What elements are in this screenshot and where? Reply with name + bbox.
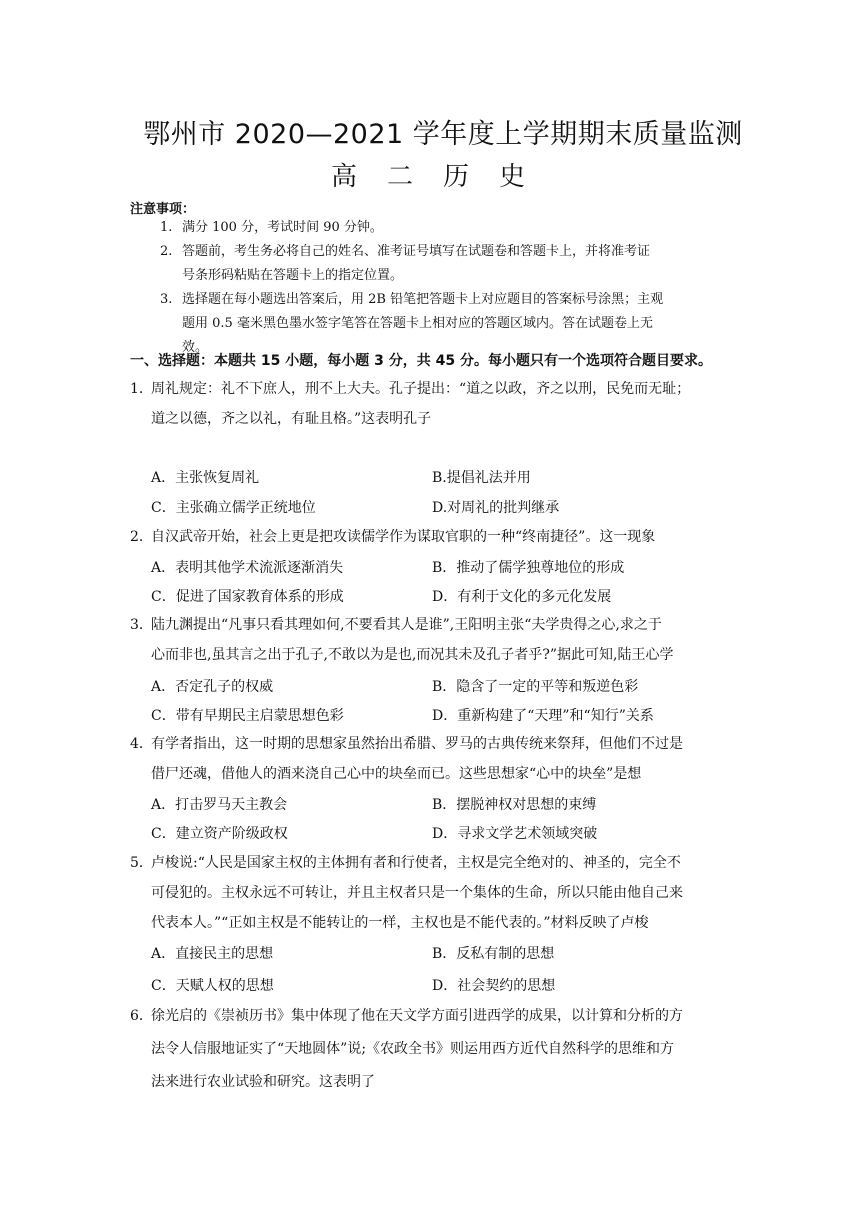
option-a: A．主张恢复周礼 — [151, 470, 260, 486]
note-text: 题用 0.5 毫米黑色墨水签字笔答在答题卡上相对应的答题区域内。答在试题卷上无 — [182, 316, 653, 331]
note-text: 号条形码粘贴在答题卡上的指定位置。 — [182, 268, 404, 283]
option-b: B．摆脱神权对思想的束缚 — [432, 797, 597, 813]
question-text: 徐光启的《崇祯历书》集中体现了他在天文学方面引进西学的成果，以计算和分析的方 — [151, 1008, 683, 1024]
note-item — [160, 240, 740, 288]
question-text: 法令人信服地证实了“天地圆体”说;《农政全书》则运用西方近代自然科学的思维和方 — [151, 1041, 675, 1057]
question-text: 陆九渊提出“凡事只看其理如何,不要看其人是谁”,王阳明主张“夫学贵得之心,求之于 — [151, 617, 662, 633]
option-a: A．直接民主的思想 — [151, 946, 274, 962]
question-number: 2． — [130, 529, 153, 545]
question-stem — [130, 1000, 740, 1099]
question-stem — [130, 374, 740, 434]
option-c: C．带有早期民主启蒙思想色彩 — [151, 708, 344, 724]
option-b: B．隐含了一定的平等和叛逆色彩 — [432, 679, 639, 695]
exam-title: 鄂州市 2020—2021 学年度上学期期末质量监测 — [143, 119, 743, 150]
question-text: 自汉武帝开始，社会上更是把攻读儒学作为谋取官职的一种“终南捷径”。这一现象 — [151, 529, 656, 545]
option-d: D．重新构建了“天理”和“知行”关系 — [432, 708, 654, 724]
option-b: B.提倡礼法并用 — [432, 470, 531, 486]
note-text: 答题前，考生务必将自己的姓名、准考证号填写在试题卷和答题卡上，并将准考证 — [182, 244, 651, 259]
note-number: 3. — [160, 292, 173, 307]
question-stem — [130, 729, 740, 789]
question-text: 法来进行农业试验和研究。这表明了 — [151, 1074, 375, 1090]
note-text: 选择题在每小题选出答案后，用 2B 铅笔把答题卡上对应题目的答案标号涂黑；主观 — [182, 292, 664, 307]
question-text: 有学者指出，这一时期的思想家虽然抬出希腊、罗马的古典传统来祭拜，但他们不过是 — [151, 736, 683, 752]
question-text: 代表本人。”“正如主权是不能转让的一样，主权也是不能代表的。”材料反映了卢梭 — [151, 915, 649, 931]
option-c: C．主张确立儒学正统地位 — [151, 500, 316, 516]
note-text: 满分 100 分，考试时间 90 分钟。 — [182, 220, 383, 235]
option-b: B．反私有制的思想 — [432, 946, 555, 962]
question-stem — [130, 848, 740, 938]
question-number: 6． — [130, 1008, 153, 1024]
question-number: 1． — [130, 381, 153, 397]
option-d: D．社会契约的思想 — [432, 978, 556, 994]
question-text: 周礼规定：礼不下庶人，刑不上大夫。孔子提出：“道之以政，齐之以刑，民免而无耻； — [151, 381, 691, 397]
note-number: 1. — [160, 220, 173, 235]
question-number: 5． — [130, 855, 153, 871]
option-c: C．天赋人权的思想 — [151, 978, 274, 994]
question-text: 道之以德，齐之以礼，有耻且格。”这表明孔子 — [151, 411, 432, 427]
option-a: A．否定孔子的权威 — [151, 679, 274, 695]
option-b: B．推动了儒学独尊地位的形成 — [432, 560, 625, 576]
question-number: 4． — [130, 736, 153, 752]
option-d: D．有利于文化的多元化发展 — [432, 589, 612, 605]
option-a: A．打击罗马天主教会 — [151, 797, 288, 813]
option-d: D．寻求文学艺术领域突破 — [432, 826, 598, 842]
option-d: D.对周礼的批判继承 — [432, 500, 560, 516]
section-heading: 一、选择题：本题共 15 小题，每小题 3 分，共 45 分。每小题只有一个选项符合题目要求。 — [130, 353, 712, 369]
question-stem — [130, 610, 740, 670]
notes-heading: 注意事项： — [130, 202, 196, 217]
question-text: 可侵犯的。主权永远不可转让，并且主权者只是一个集体的生命，所以只能由他自己来 — [151, 885, 683, 901]
option-c: C．促进了国家教育体系的形成 — [151, 589, 344, 605]
question-text: 借尸还魂，借他人的酒来浇自己心中的块垒而已。这些思想家“心中的块垒”是想 — [151, 766, 642, 782]
question-text: 心而非也,虽其言之出于孔子,不敢以为是也,而况其未及孔子者乎?”据此可知,陆王心学 — [151, 647, 674, 663]
note-number: 2. — [160, 244, 173, 259]
option-c: C．建立资产阶级政权 — [151, 826, 288, 842]
note-text: 效。 — [182, 340, 209, 355]
note-item — [160, 216, 740, 240]
subject-title: 高二历史 — [330, 162, 555, 192]
question-number: 3． — [130, 617, 153, 633]
question-text: 卢梭说:“人民是国家主权的主体拥有者和行使者，主权是完全绝对的、神圣的，完全不 — [151, 855, 681, 871]
option-a: A．表明其他学术流派逐渐消失 — [151, 560, 344, 576]
question-stem — [130, 522, 740, 552]
